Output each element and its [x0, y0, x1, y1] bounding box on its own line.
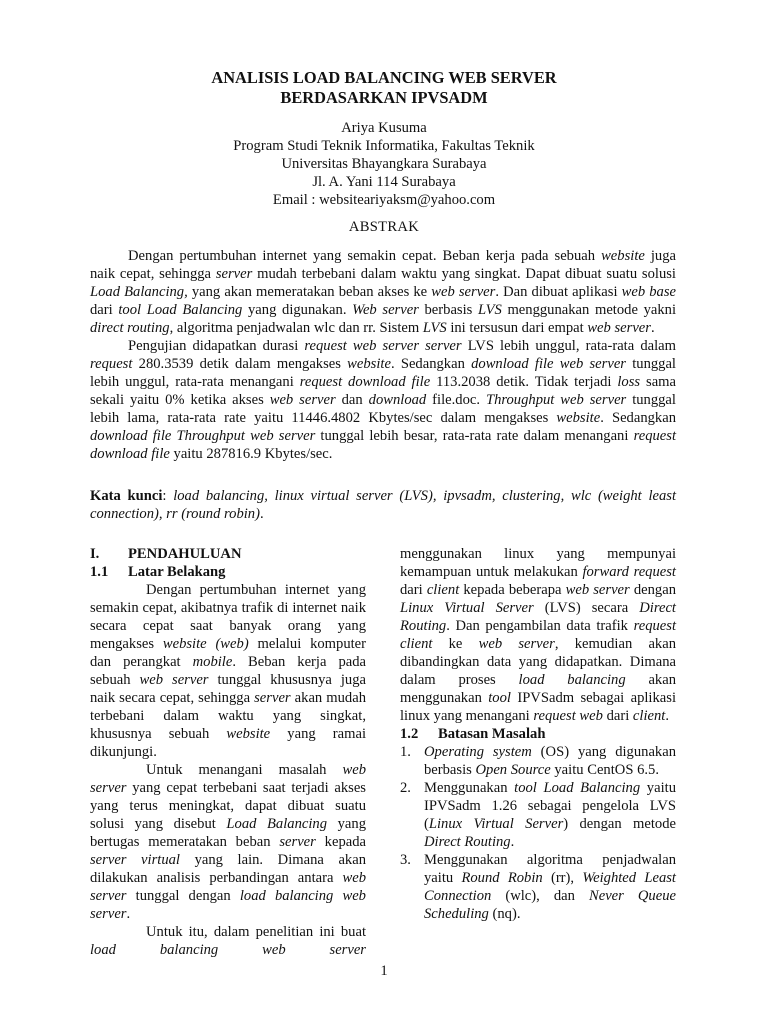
right-column: [400, 545, 676, 923]
body-paragraph-2: Untuk menangani masalah web server yang cepat terbebani saat terjadi akses yang terus meningkat, dapat dibuat suatu solusi yang disebut Load Balancing yang bertugas memeratakan beban server kepada server virtual yang lain. Dimana akan dilakukan analisis perbandingan antara web server tunggal dengan load balancing web server.: [90, 762, 366, 922]
body-paragraph-1: Dengan pertumbuhan internet yang semakin cepat, akibatnya trafik di internet naik secara cepat saat banyak orang yang mengakses website (web) melalui komputer dan perangkat mobile. Beban kerja pada sebuah web server tunggal khususnya juga naik secara cepat, sehingga server akan mudah terbebani dalam waktu yang singkat, khususnya sebuah website yang ramai dikunjungi.: [90, 582, 367, 760]
subsection-heading-batasan-masalah: 1.2 Batasan Masalah: [400, 726, 546, 742]
abstract-body: [90, 247, 676, 463]
keywords-label: Kata kunci: [90, 488, 163, 504]
keywords-text: load balancing, linux virtual server (LVS), ipvsadm, clustering, wlc (weight least connection), rr (round robin): [90, 488, 677, 522]
section-heading-pendahuluan: I. PENDAHULUAN: [90, 546, 242, 562]
keywords-block: [90, 487, 676, 523]
list-item: 2. Menggunakan tool Load Balancing yaitu IPVSadm 1.26 sebagai pengelola LVS (Linux Virtual Server) dengan metode Direct Routing.: [400, 780, 676, 850]
author-address: Jl. A. Yani 114 Surabaya: [312, 174, 456, 190]
list-item: 3. Menggunakan algoritma penjadwalan yaitu Round Robin (rr), Weighted Least Connection (wlc), dan Never Queue Scheduling (nq).: [400, 852, 676, 922]
left-column: [90, 545, 366, 959]
body-paragraph-3: Untuk itu, dalam penelitian ini buat load balancing web server: [90, 924, 366, 958]
limitations-list: [400, 743, 676, 923]
abstract-paragraph-1: Dengan pertumbuhan internet yang semakin cepat. Beban kerja pada sebuah website juga naik cepat, sehingga server mudah terbebani dalam waktu yang singkat. Dapat dibuat suatu solusi Load Balancing, yang akan memeratakan beban akses ke web server. Dan dibuat aplikasi web base dari tool Load Balancing yang digunakan. Web server berbasis LVS menggunakan metode yakni direct routing, algoritma penjadwalan wlc dan rr. Sistem LVS ini tersusun dari empat web server.: [90, 248, 677, 336]
page-number: 1: [380, 963, 388, 979]
author-email: Email : websiteariyaksm@yahoo.com: [272, 192, 496, 208]
author-program: Program Studi Teknik Informatika, Fakultas Teknik: [233, 138, 535, 154]
abstract-heading: ABSTRAK: [348, 219, 420, 235]
paper-title: [0, 68, 768, 108]
title-line-2: BERDASARKAN IPVSADM: [280, 88, 488, 107]
list-item: 1. Operating system (OS) yang digunakan berbasis Open Source yaitu CentOS 6.5.: [400, 744, 676, 778]
author-name: Ariya Kusuma: [341, 120, 427, 136]
abstract-paragraph-2: Pengujian didapatkan durasi request web server server LVS lebih unggul, rata-rata dalam request 280.3539 detik dalam mengakses website. Sedangkan download file web server tunggal lebih unggul, rata-rata menangani request download file 113.2038 detik. Tidak terjadi loss sama sekali yaitu 0% ketika akses web server dan download file.doc. Throughput web server tunggal lebih lama, rata-rata rate yaitu 11446.4802 Kbytes/sec dalam mengakses website. Sedangkan download file Throughput web server tunggal lebih besar, rata-rata rate dalam menangani request download file yaitu 287816.9 Kbytes/sec.: [90, 338, 677, 462]
author-university: Universitas Bhayangkara Surabaya: [281, 156, 487, 172]
author-block: [0, 119, 768, 209]
body-paragraph-3-continued: menggunakan linux yang mempunyai kemampuan untuk melakukan forward request dari client kepada beberapa web server dengan Linux Virtual Server (LVS) secara Direct Routing. Dan pengambilan data trafik request client ke web server, kemudian akan dibandingkan data yang didapatkan. Dimana dalam proses load balancing akan menggunakan tool IPVSadm sebagai aplikasi linux yang menangani request web dari client.: [400, 546, 676, 724]
title-line-1: ANALISIS LOAD BALANCING WEB SERVER: [211, 68, 557, 87]
subsection-heading-latar-belakang: 1.1 Latar Belakang: [90, 564, 226, 580]
keywords-line: Kata kunci: load balancing, linux virtual server (LVS), ipvsadm, clustering, wlc (weight least connection), rr (round robin).: [90, 488, 677, 522]
